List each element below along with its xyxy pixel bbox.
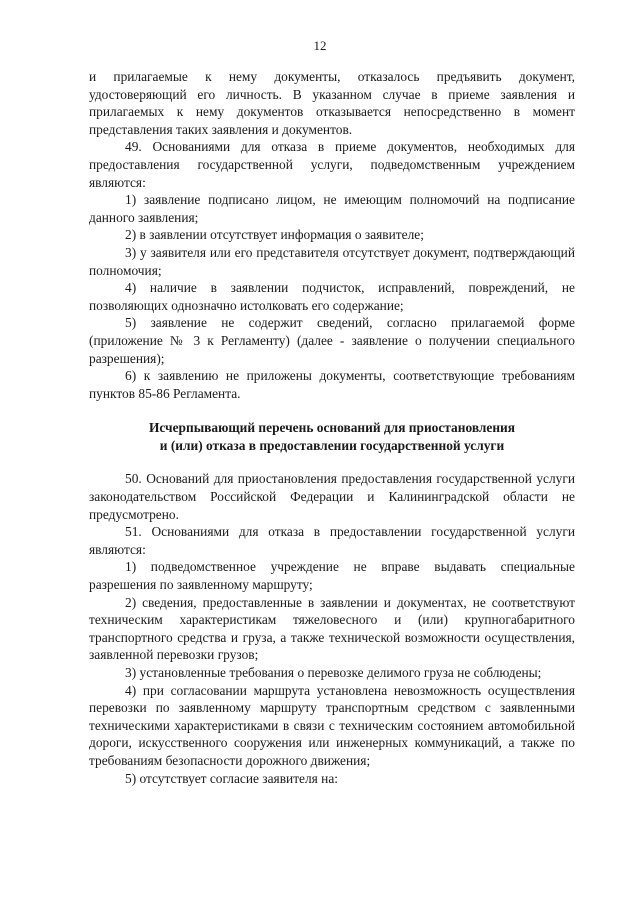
paragraph-51: 51. Основаниями для отказа в предоставлении государственной услуги являются: <box>89 524 575 557</box>
list-item-51-2: 2) сведения, предоставленные в заявлении и документах, не соответствуют техническим характеристикам тяжеловесного и (или) крупногабаритного транспортного средства и груза, а также технической возможности осуществления, заявленной перевозки грузов; <box>89 594 575 663</box>
list-item-49-4: 4) наличие в заявлении подчисток, исправлений, повреждений, не позволяющих однозначно истолковать его содержание; <box>89 280 575 313</box>
list-item-51-1: 1) подведомственное учреждение не вправе выдавать специальные разрешения по заявленному маршруту; <box>89 559 575 593</box>
list-item-51-3: 3) установленные требования о перевозке делимого груза не соблюдены; <box>125 665 542 680</box>
list-item-49-5: 5) заявление не содержит сведений, согласно прилагаемой форме (приложение № 3 к Регламенту) (далее - заявление о получении специального разрешения); <box>89 315 575 366</box>
list-item-51-5: 5) отсутствует согласие заявителя на: <box>125 770 339 786</box>
list-item-49-3: 3) у заявителя или его представителя отсутствует документ, подтверждающий полномочия; <box>89 244 575 278</box>
document-body <box>89 68 575 787</box>
paragraph-50: 50. Оснований для приостановления предоставления государственной услуги законодательством Российской Федерации и Калининградской области не предусмотрено. <box>89 471 575 522</box>
paragraph-continuation: и прилагаемые к нему документы, отказалось предъявить документ, удостоверяющий его личность. В указанном случае в приеме заявления и прилагаемых к нему документов отказывается непосредственно в момент представления таких заявления и документов. <box>89 69 575 137</box>
section-heading-line-1: Исчерпывающий перечень оснований для приостановления <box>148 420 516 436</box>
paragraph-49: 49. Основаниями для отказа в приеме документов, необходимых для предоставления государственной услуги, подведомственным учреждением являются: <box>89 139 575 190</box>
list-item-49-2: 2) в заявлении отсутствует информация о заявителе; <box>125 227 424 243</box>
list-item-49-1: 1) заявление подписано лицом, не имеющим полномочий на подписание данного заявления; <box>89 192 575 225</box>
list-item-51-4: 4) при согласовании маршрута установлена невозможность осуществления перевозки по заявленному маршруту транспортным средством с заявленными техническими характеристиками в связи с техническим состоянием автомобильной дороги, искусственного сооружения или инженерных коммуникаций, а также по требованиям безопасности дорожного движения; <box>89 682 575 768</box>
section-heading-line-2: и (или) отказа в предоставлении государственной услуги <box>159 437 505 453</box>
list-item-49-6: 6) к заявлению не приложены документы, соответствующие требованиям пунктов 85-86 Регламента. <box>89 368 575 401</box>
page-number: 12 <box>313 38 327 53</box>
section-heading <box>89 419 575 454</box>
